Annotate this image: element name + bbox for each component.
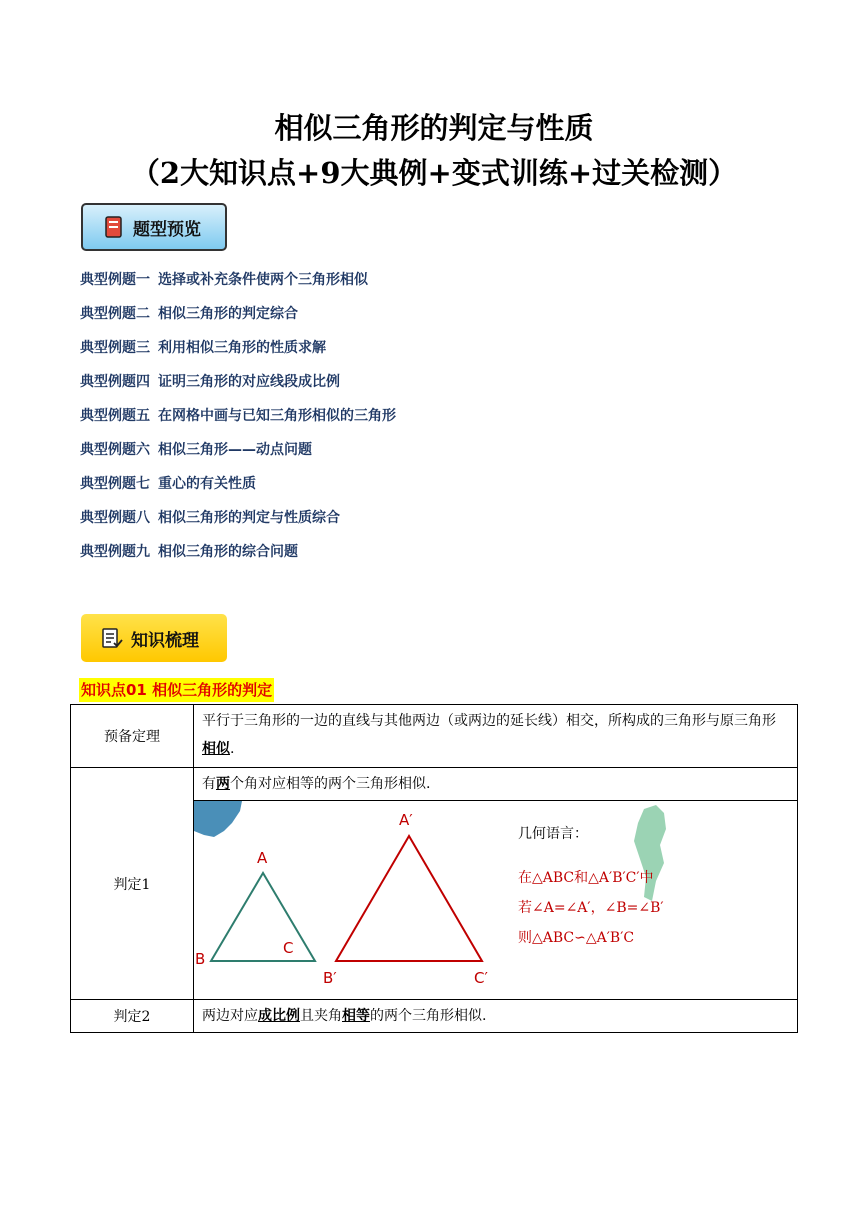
checklist-icon	[101, 627, 123, 649]
toc-item[interactable]: 典型例题八 相似三角形的判定与性质综合	[80, 510, 340, 526]
geo-line-1: 在△ABC和△A′B′C′中	[518, 870, 654, 886]
toc-item[interactable]: 典型例题六 相似三角形——动点问题	[80, 442, 312, 458]
knowledge-badge-label: 知识梳理	[131, 630, 199, 651]
toc-item[interactable]: 典型例题七 重心的有关性质	[80, 476, 256, 492]
table-row	[71, 1000, 798, 1033]
vertex-label-B-prime: B′	[323, 969, 337, 987]
preview-badge-label: 题型预览	[133, 219, 201, 240]
knowledge-point-title: 知识点01 相似三角形的判定	[79, 678, 274, 702]
vertex-label-A-prime: A′	[399, 811, 413, 829]
toc-item[interactable]: 典型例题五 在网格中画与已知三角形相似的三角形	[80, 408, 396, 424]
row-label: 判定2	[71, 1000, 194, 1033]
map-fragment-left	[194, 801, 242, 837]
large-triangle	[336, 836, 482, 961]
table-row	[71, 705, 798, 768]
figure-cell	[194, 801, 798, 1000]
row-content: 有两个角对应相等的两个三角形相似.	[194, 768, 798, 801]
page-title: 相似三角形的判定与性质	[274, 111, 594, 145]
toc-item[interactable]: 典型例题一 选择或补充条件使两个三角形相似	[80, 272, 368, 288]
toc-item[interactable]: 典型例题三 利用相似三角形的性质求解	[80, 340, 326, 356]
knowledge-badge	[81, 614, 227, 662]
toc-item[interactable]: 典型例题四 证明三角形的对应线段成比例	[80, 374, 340, 390]
geo-language-title: 几何语言：	[518, 826, 588, 842]
table-row	[71, 768, 798, 801]
row-label: 预备定理	[71, 705, 194, 768]
book-icon	[103, 216, 125, 238]
toc-list	[80, 268, 396, 574]
vertex-label-A: A	[257, 849, 268, 867]
row-content: 两边对应成比例且夹角相等的两个三角形相似.	[194, 1000, 798, 1033]
knowledge-table	[70, 704, 798, 1033]
small-triangle	[211, 873, 315, 961]
page-subtitle: （2大知识点+9大典例+变式训练+过关检测）	[130, 156, 738, 190]
vertex-label-B: B	[195, 950, 206, 968]
toc-item[interactable]: 典型例题九 相似三角形的综合问题	[80, 544, 298, 560]
geo-line-2: 若∠A=∠A′，∠B=∠B′	[518, 900, 664, 916]
vertex-label-C: C	[283, 939, 294, 957]
preview-badge	[81, 203, 227, 251]
row-content: 平行于三角形的一边的直线与其他两边（或两边的延长线）相交，所构成的三角形与原三角形相似.	[194, 705, 798, 768]
toc-item[interactable]: 典型例题二 相似三角形的判定综合	[80, 306, 298, 322]
similar-triangles-figure	[194, 801, 797, 999]
row-label: 判定1	[71, 768, 194, 1000]
geo-line-3: 则△ABC∽△A′B′C	[518, 930, 635, 946]
vertex-label-C-prime: C′	[474, 969, 488, 987]
